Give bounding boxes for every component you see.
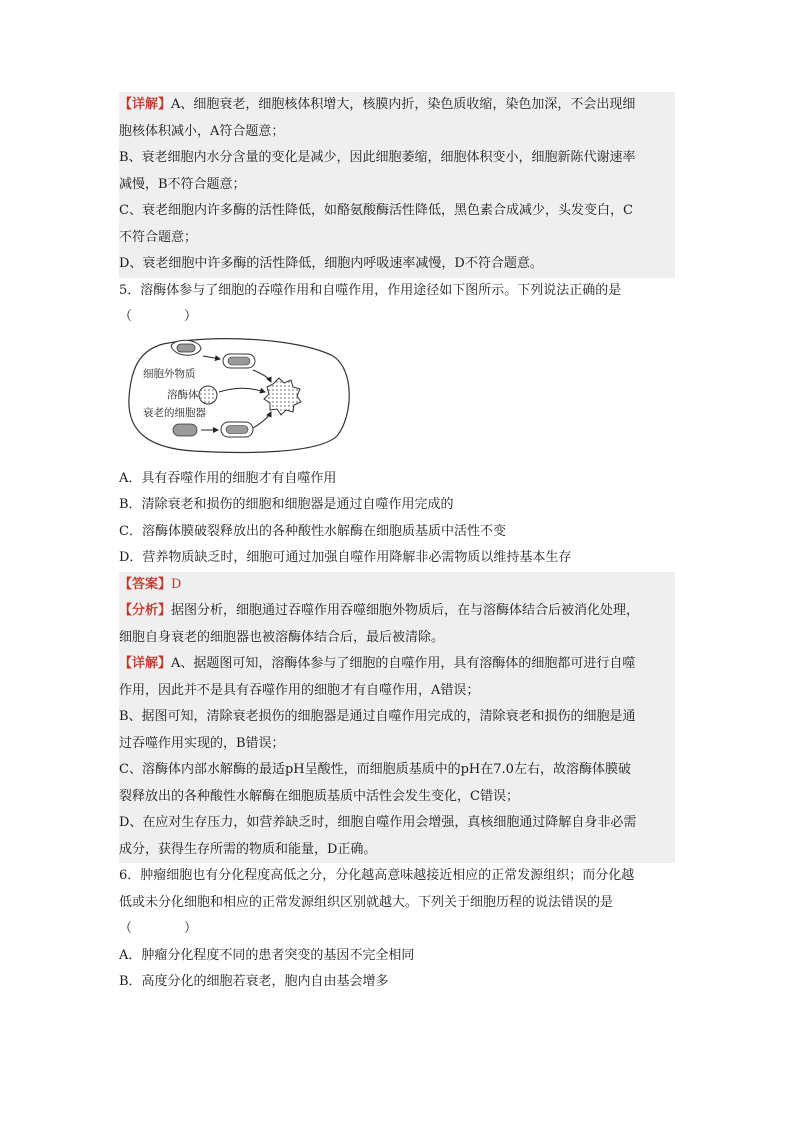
detail-line: 【详解】A、据题图可知，溶酶体参与了细胞的自噬作用，具有溶酶体的细胞都可进行自噬 — [119, 656, 636, 671]
question-6 — [119, 863, 675, 996]
option-b: B．清除衰老和损伤的细胞和细胞器是通过自噬作用完成的 — [119, 497, 454, 512]
detail-line: 成分，获得生存所需的物质和能量，D正确。 — [119, 841, 377, 857]
detail-line: D、衰老细胞中许多酶的活性降低，细胞内呼吸速率减慢，D不符合题意。 — [119, 256, 543, 271]
option-a: A．肿瘤分化程度不同的患者突变的基因不完全相同 — [119, 947, 415, 963]
detail-line: C、溶酶体内部水解酶的最适pH呈酸性，而细胞质基质中的pH在7.0左右，故溶酶体膜破 — [119, 762, 631, 777]
detail-line: B、衰老细胞内水分含量的变化是减少，因此细胞萎缩，细胞体积变小，细胞新陈代谢速率 — [119, 150, 636, 165]
option-a: A．具有吞噬作用的细胞才有自噬作用 — [119, 470, 337, 486]
question-blank: （ ） — [119, 921, 198, 936]
detail-line: 作用，因此并不是具有吞噬作用的细胞才有自噬作用，A错误； — [119, 682, 480, 698]
detail-line: 【详解】A、细胞衰老，细胞核体积增大，核膜内折，染色质收缩，染色加深，不会出现细 — [119, 97, 636, 112]
label-lysosome: 溶酶体 — [167, 388, 199, 401]
answer-line — [119, 572, 675, 599]
question-blank: （ ） — [119, 309, 198, 324]
detail-line: 裂释放出的各种酸性水解酶在细胞质基质中活性会发生变化，C错误； — [119, 788, 519, 804]
detail-tag: 【详解】 — [119, 97, 172, 112]
analysis-line: 细胞自身衰老的细胞器也被溶酶体结合后，最后被清除。 — [119, 629, 445, 645]
detail-line: 不符合题意； — [119, 229, 198, 245]
analysis-tag: 【分析】 — [119, 603, 172, 618]
detail-tag: 【详解】 — [119, 656, 172, 671]
answer-value: D — [171, 576, 182, 592]
detail-line: D、在应对生存压力，如营养缺乏时，细胞自噬作用会增强，真核细胞通过降解自身非必需 — [119, 815, 637, 830]
analysis-line: 【分析】据图分析，细胞通过吞噬作用吞噬细胞外物质后，在与溶酶体结合后被消化处理， — [119, 603, 640, 618]
question-5 — [119, 278, 675, 864]
detail-line: 过吞噬作用实现的，B错误； — [119, 735, 285, 751]
label-outside-substance: 细胞外物质 — [143, 367, 196, 380]
option-b: B．高度分化的细胞若衰老，胞内自由基会增多 — [119, 974, 389, 989]
detail-block-prev — [119, 92, 675, 278]
content-column — [119, 92, 675, 996]
lysosome-diagram — [123, 336, 353, 454]
label-aging-organelle: 衰老的细胞器 — [143, 406, 206, 419]
detail-line: 胞核体积减小，A符合题意； — [119, 123, 285, 139]
question-stem: 5．溶酶体参与了细胞的吞噬作用和自噬作用，作用途径如下图所示。下列说法正确的是 — [119, 282, 622, 298]
option-c: C．溶酶体膜破裂释放出的各种酸性水解酶在细胞质基质中活性不变 — [119, 523, 506, 539]
option-d: D．营养物质缺乏时，细胞可通过加强自噬作用降解非必需物质以维持基本生存 — [119, 550, 572, 565]
question-stem: 6．肿瘤细胞也有分化程度高低之分，分化越高意味越接近相应的正常发源组织；而分化越 — [119, 868, 635, 883]
solution-block — [119, 572, 675, 864]
detail-line: B、据图可知，清除衰老损伤的细胞器是通过自噬作用完成的，清除衰老和损伤的细胞是通 — [119, 709, 636, 724]
lysosome — [199, 386, 217, 404]
outside-substance-capsule — [177, 344, 195, 352]
answer-tag: 【答案】 — [119, 576, 172, 592]
aging-organelle — [173, 424, 197, 436]
detail-line: 减慢，B不符合题意； — [119, 176, 246, 192]
detail-line: C、衰老细胞内许多酶的活性降低，如酪氨酸酶活性降低，黑色素合成减少，头发变白，C — [119, 203, 633, 218]
question-stem: 低或未分化细胞和相应的正常发源组织区别就越大。下列关于细胞历程的说法错误的是 — [119, 894, 614, 910]
diagram-svg — [123, 336, 353, 454]
